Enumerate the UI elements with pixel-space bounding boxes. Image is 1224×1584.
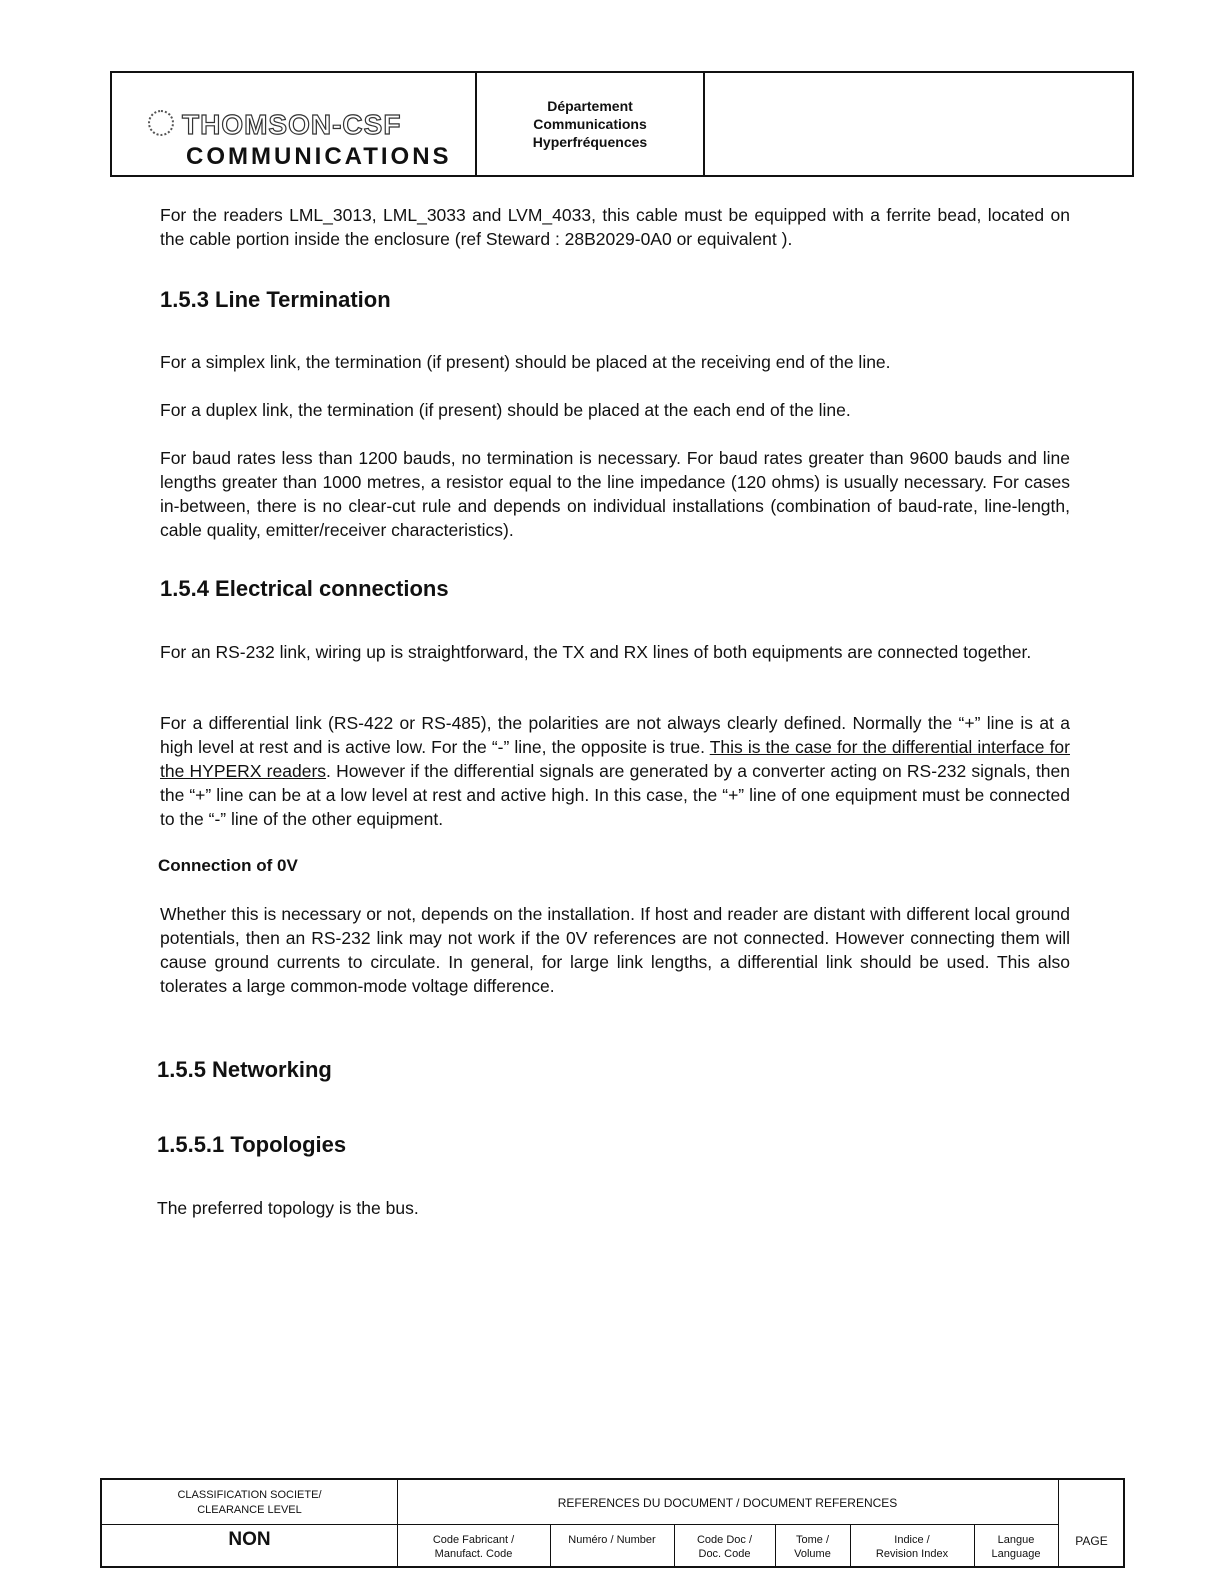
label-line: CLASSIFICATION SOCIETE/ [177, 1489, 322, 1501]
references-title: REFERENCES DU DOCUMENT / DOCUMENT REFERENCES [557, 1496, 898, 1510]
column-label: Tome / [795, 1534, 829, 1546]
footer-column [974, 1533, 1058, 1561]
column-label: Code Fabricant / [432, 1534, 515, 1546]
department-cell [477, 73, 705, 175]
page-label: PAGE [1075, 1534, 1108, 1548]
column-label: Code Doc / [696, 1534, 753, 1546]
section-heading: 1.5.5.1 Topologies [157, 1132, 347, 1157]
table-divider [102, 1524, 1058, 1525]
logo-name: THOMSON-CSF [182, 109, 402, 140]
column-label: Doc. Code [698, 1548, 751, 1560]
paragraph [160, 711, 1070, 831]
company-logo [112, 73, 477, 175]
classification-label [102, 1488, 397, 1518]
thomson-emblem-icon [148, 110, 174, 136]
section-heading: 1.5.3 Line Termination [160, 287, 391, 312]
paragraph: The preferred topology is the bus. [157, 1198, 419, 1218]
paragraph: For baud rates less than 1200 bauds, no termination is necessary. For baud rates greater than 9600 bauds and line lengths greater than 1000 metres, a resistor equal to the line impedance (120 ohms) is usually necessary. For cases in-between, there is no clear-cut rule and depends on individual installations (combination of baud-rate, line-length, cable quality, emitter/receiver characteristics). [160, 448, 1070, 540]
footer-column [397, 1533, 550, 1561]
text-run: For a differential link (RS-422 or RS-485), the polarities are not always clearly defined. Normally the “+” line is at a high level at rest and is active low. For the “-” line, the opposite is true. [160, 713, 1070, 757]
footer-column [674, 1533, 775, 1561]
document-header [110, 71, 1134, 177]
column-label: Revision Index [875, 1548, 949, 1560]
paragraph: Whether this is necessary or not, depends on the installation. If host and reader are distant with different local ground potentials, then an RS-232 link may not work if the 0V references are not connected. However connecting them will cause ground currents to circulate. In general, for large link lengths, a differential link should be used. This also tolerates a large common-mode voltage difference. [160, 904, 1070, 996]
text-run: . However if the differential signals are generated by a converter acting on RS-232 signals, then the “+” line can be at a low level at rest and active high. In this case, the “+” line of one equipment must be connected to the “-” line of the other equipment. [160, 761, 1070, 829]
footer-column [775, 1533, 850, 1561]
department-line: Département [547, 98, 633, 114]
header-blank-cell [705, 73, 1132, 175]
underlined-text: This is the case for the differential interface for the HYPERX readers [160, 737, 1070, 781]
department-line: Communications [533, 116, 647, 132]
intro-paragraph: For the readers LML_3013, LML_3033 and LVM_4033, this cable must be equipped with a ferrite bead, located on the cable portion inside the enclosure (ref Steward : 28B2029-0A0 or equivalent ). [160, 205, 1070, 249]
paragraph: For a simplex link, the termination (if present) should be placed at the receiving end of the line. [160, 352, 891, 372]
column-label: Language [991, 1548, 1041, 1560]
department-line: Hyperfréquences [532, 134, 648, 150]
document-footer-table [100, 1478, 1125, 1568]
classification-value: NON [228, 1529, 271, 1550]
subsection-heading: Connection of 0V [158, 856, 298, 875]
column-label: Numéro / Number [568, 1534, 656, 1546]
label-line: CLEARANCE LEVEL [197, 1504, 302, 1516]
logo-subtitle: COMMUNICATIONS [186, 143, 452, 170]
column-label: Manufact. Code [434, 1548, 513, 1560]
logo-wordmark [148, 109, 401, 141]
column-label: Langue [997, 1534, 1035, 1546]
paragraph: For a duplex link, the termination (if present) should be placed at the each end of the line. [160, 400, 851, 420]
table-divider [1058, 1480, 1059, 1568]
section-heading: 1.5.5 Networking [157, 1057, 332, 1082]
section-heading: 1.5.4 Electrical connections [160, 576, 449, 601]
footer-column [850, 1533, 974, 1561]
column-label: Volume [794, 1548, 831, 1560]
column-label: Indice / [894, 1534, 930, 1546]
footer-column [550, 1533, 674, 1547]
paragraph: For an RS-232 link, wiring up is straightforward, the TX and RX lines of both equipments are connected together. [160, 642, 1032, 662]
